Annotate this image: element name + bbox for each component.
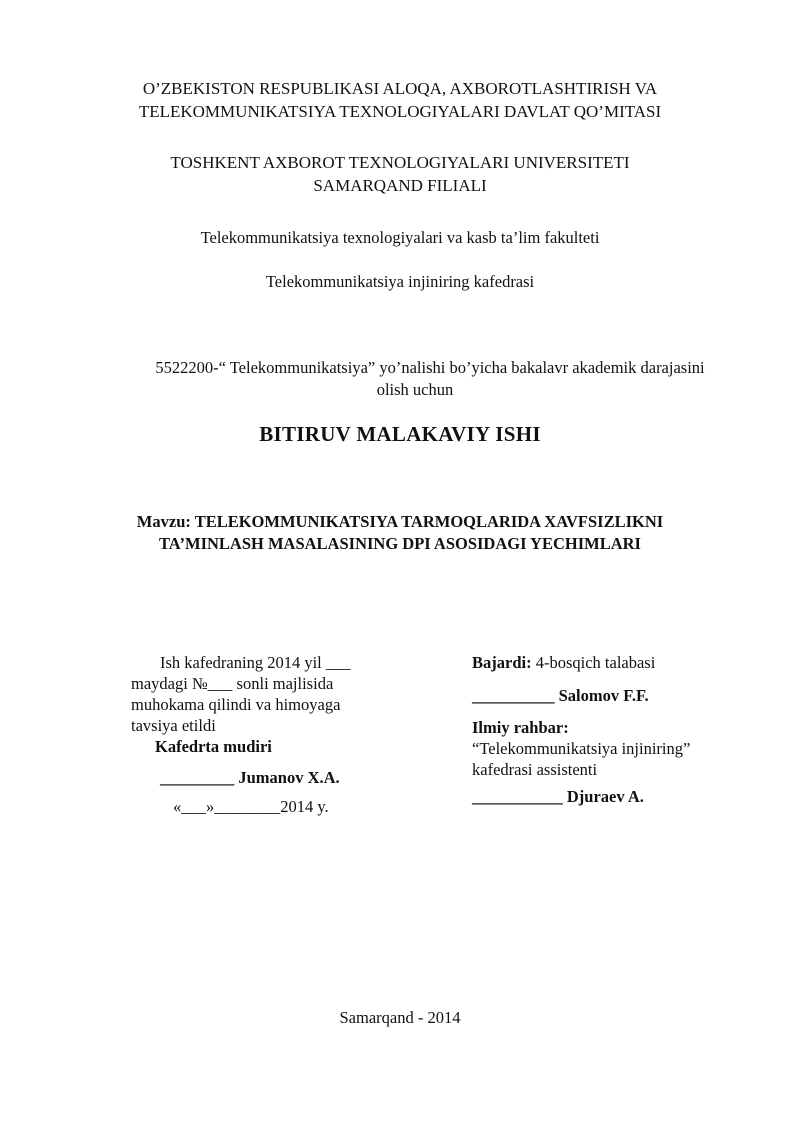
university-line-1: TOSHKENT AXBOROT TEXNOLOGIYALARI UNIVERSITETI <box>170 153 630 172</box>
performed-by <box>472 652 772 673</box>
ministry-line-2: TELEKOMMUNIKATSIYA TEXNOLOGIYALARI DAVLAT QO’MITASI <box>138 102 662 121</box>
degree-line-2: olish uchun <box>376 380 454 399</box>
ministry-line-1: O’ZBEKISTON RESPUBLIKASI ALOQA, AXBOROTLASHTIRISH VA <box>142 79 658 98</box>
place-and-year: Samarqand - 2014 <box>339 1008 461 1027</box>
faculty-name: Telekommunikatsiya texnologiyalari va kasb ta’lim fakulteti <box>200 228 600 247</box>
performed-value: 4-bosqich talabasi <box>531 653 656 672</box>
student-signature: __________ Salomov F.F. <box>472 686 649 705</box>
advisor-signature: ___________ Djuraev A. <box>472 787 644 806</box>
ministry-name <box>0 77 800 123</box>
topic-line-1: Mavzu: TELEKOMMUNIKATSIYA TARMOQLARIDA XAVFSIZLIKNI <box>136 512 664 531</box>
approval-date: «___»________2014 y. <box>173 797 329 816</box>
topic-line-2: TA’MINLASH MASALASINING DPI ASOSIDAGI YECHIMLARI <box>159 534 641 553</box>
department-head-label: Kafedrta mudiri <box>155 737 272 756</box>
department-name: Telekommunikatsiya injiniring kafedrasi <box>265 272 535 291</box>
performed-label: Bajardi: <box>472 653 532 672</box>
thesis-topic <box>0 511 800 555</box>
department-head-signature: _________ Jumanov X.A. <box>160 768 340 787</box>
degree-line-1: 5522200-“ Telekommunikatsiya” yo’nalishi bo’yicha bakalavr akademik darajasini <box>155 358 705 377</box>
approval-line-4: tavsiya etildi <box>131 716 216 735</box>
approval-block <box>131 652 401 817</box>
advisor-line-2: kafedrasi assistenti <box>472 760 598 779</box>
document-title: BITIRUV MALAKAVIY ISHI <box>259 422 541 446</box>
authors-block <box>472 652 772 807</box>
approval-line-1: Ish kafedraning 2014 yil ___ <box>160 653 351 672</box>
advisor-label: Ilmiy rahbar: <box>472 718 569 737</box>
advisor-line-1: “Telekommunikatsiya injiniring” <box>472 739 691 758</box>
approval-line-3: muhokama qilindi va himoyaga <box>131 695 341 714</box>
university-name <box>0 151 800 197</box>
university-line-2: SAMARQAND FILIALI <box>313 176 487 195</box>
degree-description <box>30 357 800 401</box>
approval-line-2: maydagi №___ sonli majlisida <box>131 674 334 693</box>
